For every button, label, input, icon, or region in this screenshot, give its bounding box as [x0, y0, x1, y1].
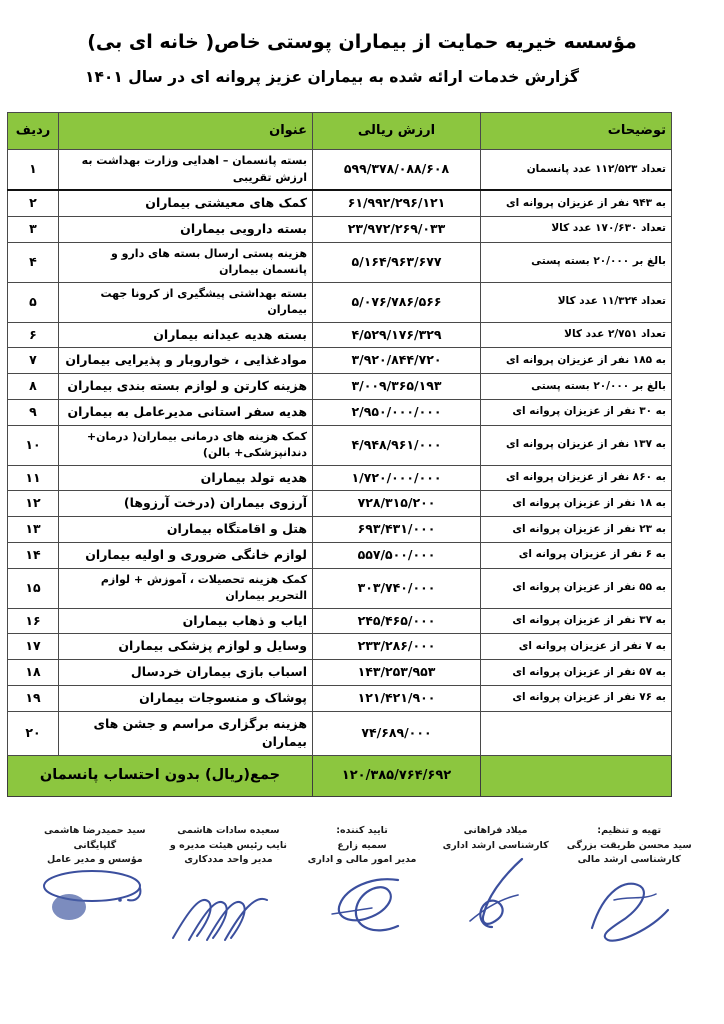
cell-row-number: ۱۷ — [8, 634, 59, 660]
column-header-rial-value: ارزش ریالی — [313, 113, 481, 150]
cell-row-number: ۱ — [8, 150, 59, 191]
cell-title: بسته هدیه عیدانه بیماران — [59, 322, 313, 348]
table-body — [8, 150, 672, 797]
table-row — [8, 242, 672, 282]
cell-description: به ۹۴۳ نفر از عزیزان پروانه ای — [481, 190, 672, 216]
table-row — [8, 150, 672, 191]
cell-description: به ۶ نفر از عزیزان پروانه ای — [481, 542, 672, 568]
cell-row-number: ۲ — [8, 190, 59, 216]
cell-title: ایاب و ذهاب بیماران — [59, 608, 313, 634]
table-header-row — [8, 113, 672, 150]
cell-rial-value: ۴/۹۴۸/۹۶۱/۰۰۰ — [313, 425, 481, 465]
cell-rial-value: ۵۵۷/۵۰۰/۰۰۰ — [313, 542, 481, 568]
signature-name: سعیده سادات هاشمی — [177, 825, 280, 836]
cell-description: بالغ بر ۲۰/۰۰۰ بسته پستی — [481, 374, 672, 400]
signature-mark-icon — [429, 855, 563, 933]
signature-mark-icon — [562, 870, 696, 948]
column-header-title: عنوان — [59, 113, 313, 150]
signature-mark-icon — [162, 870, 296, 948]
cell-description: به ۸۶۰ نفر از عزیزان پروانه ای — [481, 465, 672, 491]
table-row — [8, 517, 672, 543]
cell-title: هزینه برگزاری مراسم و جشن های بیماران — [59, 711, 313, 756]
cell-title: بسته دارویی بیماران — [59, 216, 313, 242]
cell-row-number: ۵ — [8, 282, 59, 322]
title-block — [0, 0, 724, 86]
cell-row-number: ۱۴ — [8, 542, 59, 568]
table-row — [8, 660, 672, 686]
official-stamp-icon — [52, 894, 86, 920]
cell-description: به ۱۳۷ نفر از عزیزان پروانه ای — [481, 425, 672, 465]
cell-description: به ۲۳ نفر از عزیزان پروانه ای — [481, 517, 672, 543]
cell-row-number: ۳ — [8, 216, 59, 242]
signature-block — [562, 824, 696, 948]
cell-title: بسته پانسمان – اهدایی وزارت بهداشت به ارزش تقریبی — [59, 150, 313, 191]
cell-rial-value: ۳/۹۲۰/۸۴۴/۷۲۰ — [313, 348, 481, 374]
cell-description: به ۱۸۵ نفر از عزیزان پروانه ای — [481, 348, 672, 374]
cell-rial-value: ۱۲۱/۴۲۱/۹۰۰ — [313, 685, 481, 711]
signature-mark-icon — [28, 870, 162, 948]
cell-row-number: ۱۲ — [8, 491, 59, 517]
table-row — [8, 465, 672, 491]
cell-title: کمک های معیشتی بیماران — [59, 190, 313, 216]
cell-row-number: ۱۸ — [8, 660, 59, 686]
table-row — [8, 322, 672, 348]
signature-text — [562, 824, 696, 868]
table-row — [8, 568, 672, 608]
signature-heading: تایید کننده: — [336, 825, 388, 836]
column-header-row-number: ردیف — [8, 113, 59, 150]
table-row — [8, 711, 672, 756]
cell-row-number: ۱۳ — [8, 517, 59, 543]
cell-description: تعداد ۱۷۰/۶۳۰ عدد کالا — [481, 216, 672, 242]
total-cell-label: جمع(ریال) بدون احتساب پانسمان — [8, 756, 313, 797]
signature-text — [162, 824, 296, 868]
total-cell-description — [481, 756, 672, 797]
cell-row-number: ۴ — [8, 242, 59, 282]
cell-description: به ۱۸ نفر از عزیزان پروانه ای — [481, 491, 672, 517]
cell-rial-value: ۶۹۳/۴۳۱/۰۰۰ — [313, 517, 481, 543]
cell-row-number: ۹ — [8, 399, 59, 425]
table-row — [8, 425, 672, 465]
cell-title: کمک هزینه های درمانی بیماران( درمان+ دندانپزشکی+ بالن) — [59, 425, 313, 465]
cell-rial-value: ۵۹۹/۳۷۸/۰۸۸/۶۰۸ — [313, 150, 481, 191]
cell-rial-value: ۷۲۸/۳۱۵/۲۰۰ — [313, 491, 481, 517]
cell-row-number: ۲۰ — [8, 711, 59, 756]
page-title: مؤسسه خیریه حمایت از بیماران پوستی خاص( خانه ای بی) — [87, 31, 637, 53]
cell-row-number: ۶ — [8, 322, 59, 348]
signature-block — [162, 824, 296, 948]
signature-role: نایب رئیس هیئت مدیره و مدیر واحد مددکاری — [169, 839, 287, 866]
cell-row-number: ۱۵ — [8, 568, 59, 608]
cell-rial-value: ۲/۹۵۰/۰۰۰/۰۰۰ — [313, 399, 481, 425]
cell-row-number: ۱۰ — [8, 425, 59, 465]
cell-row-number: ۱۶ — [8, 608, 59, 634]
cell-description: تعداد ۲/۷۵۱ عدد کالا — [481, 322, 672, 348]
table-head — [8, 113, 672, 150]
cell-title: هدیه تولد بیماران — [59, 465, 313, 491]
cell-row-number: ۱۹ — [8, 685, 59, 711]
signature-row — [0, 824, 724, 948]
table-row — [8, 399, 672, 425]
cell-rial-value: ۶۱/۹۹۲/۲۹۶/۱۲۱ — [313, 190, 481, 216]
signature-mark-icon — [295, 870, 429, 948]
cell-title: پوشاک و منسوجات بیماران — [59, 685, 313, 711]
signature-name: سید حمیدرضا هاشمی گلپایگانی — [44, 825, 146, 851]
cell-title: هزینه کارتن و لوازم بسته بندی بیماران — [59, 374, 313, 400]
cell-rial-value: ۲۳۳/۲۸۶/۰۰۰ — [313, 634, 481, 660]
table-row — [8, 190, 672, 216]
cell-description: به ۵۷ نفر از عزیزان پروانه ای — [481, 660, 672, 686]
table-row — [8, 685, 672, 711]
cell-rial-value: ۷۴/۶۸۹/۰۰۰ — [313, 711, 481, 756]
signature-role: کارشناسی ارشد مالی — [577, 854, 681, 866]
table-row — [8, 634, 672, 660]
signature-heading: تهیه و تنظیم: — [597, 825, 662, 836]
cell-row-number: ۱۱ — [8, 465, 59, 491]
cell-rial-value: ۳/۰۰۹/۳۶۵/۱۹۳ — [313, 374, 481, 400]
table-row — [8, 374, 672, 400]
signature-name: سید محسن طریقت بزرگی — [566, 839, 692, 851]
cell-title: موادغذایی ، خواروبار و پذیرایی بیماران — [59, 348, 313, 374]
cell-title: هزینه پستی ارسال بسته های دارو و پانسمان بیماران — [59, 242, 313, 282]
signature-block — [28, 824, 162, 948]
table-row — [8, 608, 672, 634]
cell-description: به ۷ نفر از عزیزان پروانه ای — [481, 634, 672, 660]
cell-title: هتل و اقامتگاه بیماران — [59, 517, 313, 543]
cell-title: وسایل و لوازم پزشکی بیماران — [59, 634, 313, 660]
cell-rial-value: ۵/۰۷۶/۷۸۶/۵۶۶ — [313, 282, 481, 322]
page-subtitle: گزارش خدمات ارائه شده به بیماران عزیز پروانه ای در سال ۱۴۰۱ — [85, 67, 579, 86]
table-row — [8, 282, 672, 322]
signature-role: مؤسس و مدیر عامل — [46, 854, 143, 866]
column-header-descriptions: توضیحات — [481, 113, 672, 150]
signature-block — [429, 824, 563, 948]
cell-description: به ۳۰ نفر از عزیزان پروانه ای — [481, 399, 672, 425]
cell-row-number: ۸ — [8, 374, 59, 400]
cell-rial-value: ۱۴۳/۲۵۳/۹۵۳ — [313, 660, 481, 686]
cell-description: به ۵۵ نفر از عزیزان پروانه ای — [481, 568, 672, 608]
report-table-wrap — [15, 112, 672, 797]
cell-rial-value: ۲۴۵/۴۶۵/۰۰۰ — [313, 608, 481, 634]
services-report-table — [7, 112, 672, 797]
cell-title: هدیه سفر استانی مدیرعامل به بیماران — [59, 399, 313, 425]
cell-title: آرزوی بیماران (درخت آرزوها) — [59, 491, 313, 517]
cell-description: تعداد ۱۱۲/۵۲۳ عدد پانسمان — [481, 150, 672, 191]
signature-name: میلاد فراهانی — [463, 825, 528, 836]
cell-title: بسته بهداشتی پیشگیری از کرونا جهت بیماران — [59, 282, 313, 322]
table-row — [8, 216, 672, 242]
cell-rial-value: ۳۰۳/۷۴۰/۰۰۰ — [313, 568, 481, 608]
cell-description — [481, 711, 672, 756]
signature-role: مدیر امور مالی و اداری — [307, 854, 417, 866]
signature-name: سمیه زارع — [337, 839, 387, 851]
table-total-row — [8, 756, 672, 797]
cell-rial-value: ۵/۱۶۴/۹۶۳/۶۷۷ — [313, 242, 481, 282]
signature-role: کارشناسی ارشد اداری — [442, 839, 549, 851]
signature-text — [295, 824, 429, 868]
table-row — [8, 491, 672, 517]
signature-text — [28, 824, 162, 868]
cell-description: تعداد ۱۱/۳۲۴ عدد کالا — [481, 282, 672, 322]
total-cell-rial-value: ۱۲۰/۳۸۵/۷۶۴/۶۹۲ — [313, 756, 481, 797]
cell-title: کمک هزینه تحصیلات ، آموزش + لوازم التحریر بیماران — [59, 568, 313, 608]
table-row — [8, 542, 672, 568]
cell-row-number: ۷ — [8, 348, 59, 374]
cell-rial-value: ۱/۷۲۰/۰۰۰/۰۰۰ — [313, 465, 481, 491]
cell-description: به ۷۶ نفر از عزیزان پروانه ای — [481, 685, 672, 711]
cell-description: به ۳۷ نفر از عزیزان پروانه ای — [481, 608, 672, 634]
signature-block — [295, 824, 429, 948]
signature-text — [429, 824, 563, 853]
table-row — [8, 348, 672, 374]
cell-rial-value: ۴/۵۲۹/۱۷۶/۳۲۹ — [313, 322, 481, 348]
cell-rial-value: ۲۳/۹۷۲/۲۶۹/۰۳۳ — [313, 216, 481, 242]
cell-title: اسباب بازی بیماران خردسال — [59, 660, 313, 686]
cell-description: بالغ بر ۲۰/۰۰۰ بسته پستی — [481, 242, 672, 282]
cell-title: لوازم خانگی ضروری و اولیه بیماران — [59, 542, 313, 568]
